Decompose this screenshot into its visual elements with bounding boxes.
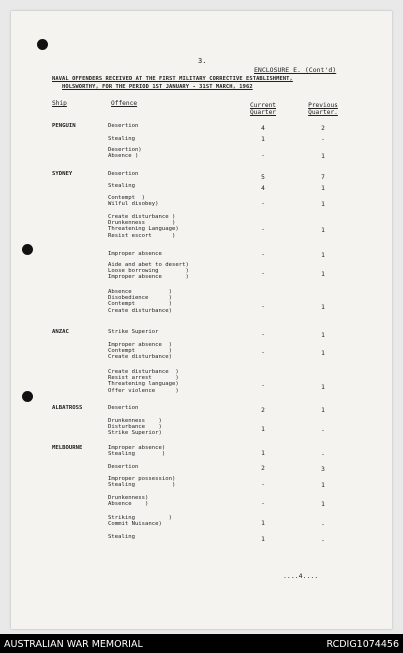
- ship-name: ANZAC: [52, 329, 69, 335]
- enclosure-label: ENCLOSURE E. (Cont'd): [254, 66, 337, 74]
- offence-text: Improper possession) Stealing ): [108, 476, 176, 489]
- current-quarter-count: -: [261, 270, 265, 277]
- previous-quarter-count: 1: [321, 252, 325, 259]
- offence-row: [108, 495, 348, 508]
- previous-quarter-count: -: [321, 521, 325, 528]
- offence-text: Drunkenness ) Disturbance ) Strike Superior): [108, 418, 162, 437]
- previous-quarter-count: 1: [321, 384, 325, 391]
- current-quarter-count: -: [261, 200, 265, 207]
- current-quarter-count: 1: [261, 536, 265, 543]
- offence-row: [108, 342, 348, 361]
- current-quarter-count: -: [261, 152, 265, 159]
- previous-quarter-count: -: [321, 136, 325, 143]
- header-previous-quarter: Previous Quarter.: [308, 102, 338, 116]
- previous-quarter-count: 1: [321, 407, 325, 414]
- offence-row: [108, 476, 348, 489]
- continuation-marker: ....4....: [283, 572, 319, 580]
- offence-text: Desertion) Absence ): [108, 147, 142, 160]
- offence-row: [108, 123, 348, 133]
- previous-quarter-count: 7: [321, 174, 325, 181]
- current-quarter-count: -: [261, 226, 265, 233]
- punch-hole: [22, 391, 33, 402]
- offence-text: Improper absence) Stealing ): [108, 445, 166, 458]
- current-quarter-count: -: [261, 382, 265, 389]
- offence-text: Desertion: [108, 464, 139, 470]
- offence-text: Improper absence: [108, 251, 162, 257]
- ship-name: SYDNEY: [52, 171, 73, 177]
- offence-row: [108, 445, 348, 458]
- offence-text: Improper absence ) Contempt ) Create disturbance): [108, 342, 172, 361]
- offence-text: Create disturbance ) Drunkenness ) Threatening Language) Resist escort ): [108, 214, 179, 239]
- ship-name: ALBATROSS: [52, 405, 83, 411]
- offence-text: Contempt ) Wilful disobey): [108, 195, 159, 208]
- ship-name: PENGUIN: [52, 123, 76, 129]
- offence-text: Drunkenness) Absence ): [108, 495, 149, 508]
- offence-row: [108, 418, 348, 437]
- offence-row: [108, 515, 348, 528]
- header-current-quarter: Current Quarter: [249, 102, 277, 116]
- punch-hole: [22, 244, 33, 255]
- previous-quarter-count: 3: [321, 466, 325, 473]
- offence-row: [108, 214, 348, 239]
- page-number: 3.: [198, 57, 207, 65]
- header-offence: Offence: [111, 100, 138, 107]
- archive-reference: RCDIG1074456: [326, 639, 399, 650]
- previous-quarter-count: -: [321, 451, 325, 458]
- offence-row: [108, 147, 348, 160]
- previous-quarter-count: 1: [321, 482, 325, 489]
- current-quarter-count: 4: [261, 125, 265, 132]
- previous-quarter-count: 1: [321, 332, 325, 339]
- offence-row: [108, 369, 348, 394]
- offence-text: Stealing: [108, 534, 135, 540]
- current-quarter-count: -: [261, 500, 265, 507]
- current-quarter-count: 2: [261, 465, 265, 472]
- offence-row: [108, 171, 348, 181]
- previous-quarter-count: 2: [321, 125, 325, 132]
- offence-text: Desertion: [108, 123, 139, 129]
- current-quarter-count: -: [261, 303, 265, 310]
- previous-quarter-count: 1: [321, 153, 325, 160]
- offence-row: [108, 262, 348, 281]
- header-ship: Ship: [52, 100, 67, 107]
- offence-text: Strike Superior: [108, 329, 159, 335]
- previous-quarter-count: 1: [321, 227, 325, 234]
- current-quarter-count: -: [261, 331, 265, 338]
- offence-text: Stealing: [108, 183, 135, 189]
- offence-row: [108, 183, 348, 193]
- previous-quarter-count: 1: [321, 304, 325, 311]
- previous-quarter-count: 1: [321, 201, 325, 208]
- document-title-line2: HOLSWORTHY, FOR THE PERIOD 1ST JANUARY - 31ST MARCH, 1962: [62, 84, 253, 90]
- offence-row: [108, 534, 348, 544]
- current-quarter-count: 1: [261, 450, 265, 457]
- previous-quarter-count: -: [321, 537, 325, 544]
- offence-row: [108, 464, 348, 474]
- offence-text: Absence ) Disobedience ) Contempt ) Create disturbance): [108, 289, 172, 314]
- offence-row: [108, 251, 348, 261]
- offence-text: Desertion: [108, 405, 139, 411]
- offence-text: Striking ) Commit Nuisance): [108, 515, 172, 528]
- offence-row: [108, 195, 348, 208]
- archive-name: AUSTRALIAN WAR MEMORIAL: [4, 639, 143, 650]
- offence-text: Stealing: [108, 136, 135, 142]
- current-quarter-count: -: [261, 481, 265, 488]
- previous-quarter-count: 1: [321, 185, 325, 192]
- offence-text: Create disturbance ) Resist arrest ) Threatening language) Offer violence ): [108, 369, 179, 394]
- current-quarter-count: 2: [261, 407, 265, 414]
- current-quarter-count: 5: [261, 174, 265, 181]
- current-quarter-count: 1: [261, 520, 265, 527]
- offence-row: [108, 329, 348, 339]
- current-quarter-count: -: [261, 251, 265, 258]
- previous-quarter-count: -: [321, 427, 325, 434]
- ship-name: MELBOURNE: [52, 445, 83, 451]
- current-quarter-count: -: [261, 349, 265, 356]
- offence-row: [108, 136, 348, 146]
- previous-quarter-count: 1: [321, 501, 325, 508]
- punch-hole: [37, 39, 48, 50]
- previous-quarter-count: 1: [321, 350, 325, 357]
- previous-quarter-count: 1: [321, 271, 325, 278]
- current-quarter-count: 1: [261, 136, 265, 143]
- offence-row: [108, 405, 348, 415]
- current-quarter-count: 1: [261, 426, 265, 433]
- current-quarter-count: 4: [261, 185, 265, 192]
- offence-text: Aide and abet to desert) Loose borrowing ) Improper absence ): [108, 262, 189, 281]
- offence-row: [108, 289, 348, 314]
- offence-text: Desertion: [108, 171, 139, 177]
- document-title-line1: NAVAL OFFENDERS RECEIVED AT THE FIRST MILITARY CORRECTIVE ESTABLISHMENT,: [52, 76, 293, 82]
- archive-footer: [0, 634, 403, 653]
